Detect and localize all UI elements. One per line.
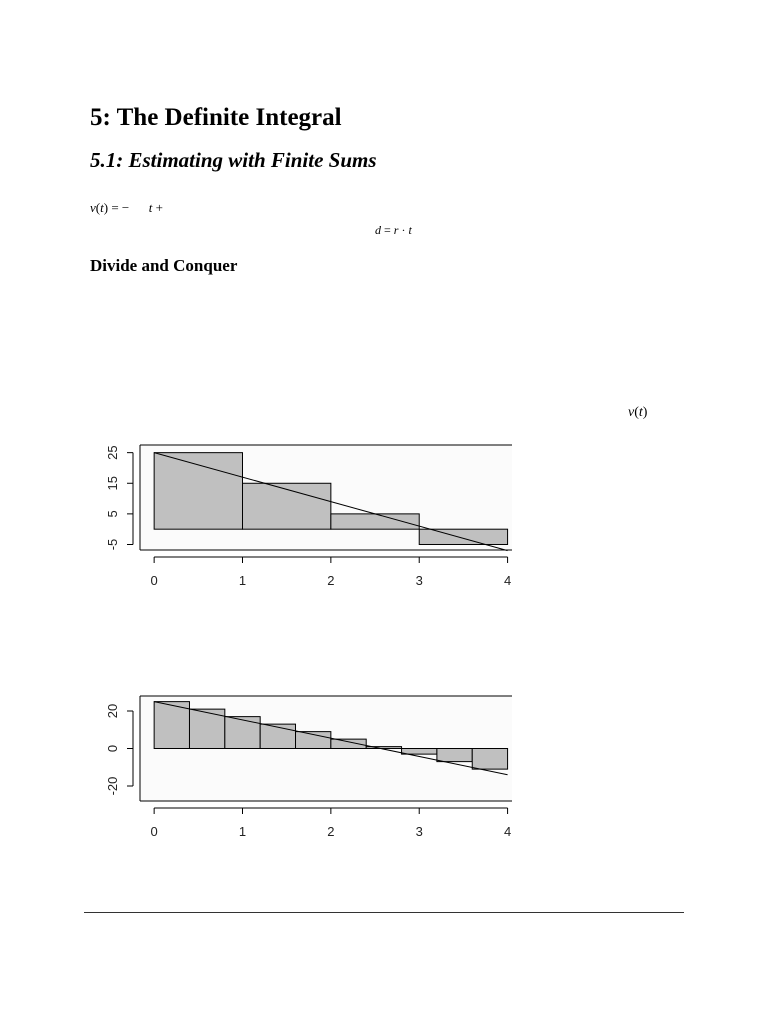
riemann-plot-10-rects (103, 688, 515, 843)
eq-rhs-plus: + (155, 200, 163, 215)
subsection-title: 5.1: Estimating with Finite Sums (90, 148, 377, 172)
riemann-rect (472, 749, 507, 770)
riemann-plot-4-rects (103, 437, 515, 592)
riemann-rect (331, 739, 366, 748)
eq-rhs-t: t (148, 200, 153, 215)
x-tick-label: 3 (415, 824, 423, 839)
eq-r-symbol: r (393, 223, 399, 237)
riemann-rect (402, 749, 437, 755)
eq-v-symbol: v (90, 200, 96, 215)
plot1-svg (103, 437, 515, 592)
y-tick-label: 5 (105, 510, 120, 518)
riemann-rect (154, 702, 189, 749)
x-tick-label: 1 (238, 573, 247, 588)
riemann-rect (242, 483, 330, 529)
riemann-rect (419, 529, 507, 544)
y-tick-label: 20 (105, 703, 120, 719)
x-tick-label: 2 (327, 573, 335, 588)
riemann-rect (260, 724, 295, 748)
riemann-rect (225, 717, 260, 749)
riemann-rect (154, 453, 242, 530)
divide-and-conquer-heading: Divide and Conquer (90, 256, 238, 275)
y-tick-label: 25 (105, 445, 120, 460)
velocity-equation: v(t) = − t + (90, 200, 163, 215)
riemann-rect (331, 514, 419, 529)
y-tick-label: -5 (105, 538, 120, 551)
label-t-symbol: t (638, 405, 643, 420)
y-tick-label: 0 (105, 744, 120, 753)
y-tick-label: -20 (105, 776, 120, 796)
x-tick-label: 0 (150, 573, 158, 588)
x-tick-label: 4 (503, 824, 512, 839)
eq-d-symbol: d (375, 223, 381, 237)
x-tick-label: 2 (327, 824, 335, 839)
plot2-svg (103, 688, 515, 843)
eq-t2-symbol: t (408, 223, 412, 237)
label-v-symbol: v (628, 405, 635, 420)
velocity-label: v(t) (628, 405, 648, 420)
x-tick-label: 4 (503, 573, 512, 588)
section-title: 5: The Definite Integral (90, 104, 342, 131)
x-tick-label: 3 (415, 573, 423, 588)
x-tick-label: 0 (150, 824, 158, 839)
x-tick-label: 1 (238, 824, 247, 839)
eq-t-symbol: t (100, 200, 104, 215)
riemann-rect (437, 749, 472, 762)
eq-rhs-a: = − (111, 200, 130, 215)
y-tick-label: 15 (105, 476, 120, 491)
horizontal-rule (84, 912, 684, 913)
distance-equation: d = r · t (375, 223, 412, 237)
